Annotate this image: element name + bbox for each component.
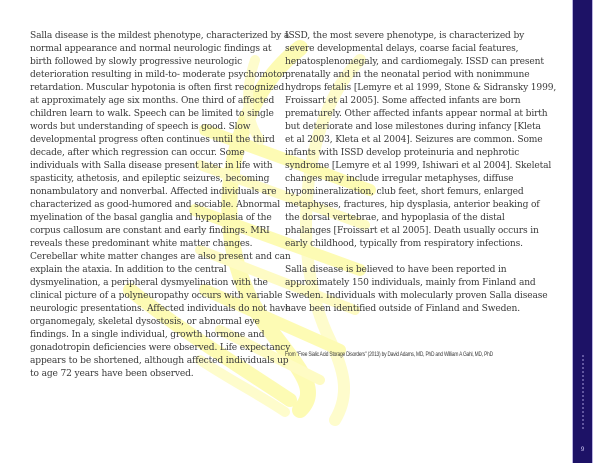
left-line: individuals with Salla disease present later in life with: [30, 161, 273, 171]
left-line: findings. In a single individual, growth hormone and: [30, 330, 265, 340]
right-line: infants with ISSD develop proteinuria and nephrotic: [285, 148, 520, 158]
right-line: but deteriorate and lose milestones during infancy [Kleta: [285, 122, 541, 132]
left-line: developmental progress often continues until the third: [30, 135, 275, 145]
left-line: organomegaly, skeletal dysostosis, or abnormal eye: [30, 317, 260, 327]
left-line: characterized as good-humored and sociable. Abnormal: [30, 200, 280, 210]
left-line: corpus callosum are constant and early findings. MRI: [30, 226, 270, 236]
left-line: retardation. Muscular hypotonia is often first recognized: [30, 83, 285, 93]
page-sidebar: [573, 0, 592, 463]
right-line: Froissart et al 2005]. Some affected infants are born: [285, 96, 521, 106]
right-line: Sweden. Individuals with molecularly proven Salla disease: [285, 291, 548, 301]
right-line: severe developmental delays, coarse facial features,: [285, 44, 519, 54]
right-line: approximately 150 individuals, mainly from Finland and: [285, 278, 536, 288]
left-line: Cerebellar white matter changes are also present and can: [30, 252, 291, 262]
right-line: phalanges [Froissart et al 2005]. Death usually occurs in: [285, 226, 539, 236]
left-line: explain the ataxia. In addition to the central: [30, 265, 227, 275]
salla-prevalence-paragraph: [285, 264, 548, 316]
left-line: Salla disease is the mildest phenotype, characterized by a: [30, 31, 290, 41]
left-line: normal appearance and normal neurologic findings at: [30, 44, 272, 54]
right-column: [285, 30, 557, 316]
left-line: children learn to walk. Speech can be limited to single: [30, 109, 274, 119]
right-line: hypomineralization, club feet, short femurs, enlarged: [285, 187, 524, 197]
left-line: words but understanding of speech is good. Slow: [30, 122, 251, 132]
left-line: at approximately age six months. One third of affected: [30, 96, 275, 106]
right-line: changes may include irregular metaphyses, diffuse: [285, 174, 514, 184]
left-line: decade, after which regression can occur. Some: [30, 148, 245, 158]
left-line: myelination of the basal ganglia and hypoplasia of the: [30, 213, 272, 223]
right-line: have been identified outside of Finland and Sweden.: [285, 304, 520, 314]
right-line: hepatosplenomegaly, and cardiomegaly. ISSD can present: [285, 57, 544, 67]
right-line: prematurely. Other affected infants appear normal at birth: [285, 109, 548, 119]
right-line: prenatally and in the neonatal period with nonimmune: [285, 70, 530, 80]
left-line: dysmyelination, a peripheral dysmyelination with the: [30, 278, 268, 288]
right-line: early childhood, typically from respiratory infections.: [285, 239, 523, 249]
left-line: deterioration resulting in mild-to- moderate psychomotor: [30, 70, 287, 80]
left-line: gonadotropin deficiencies were observed. Life expectancy: [30, 343, 291, 353]
left-line: birth followed by slowly progressive neurologic: [30, 57, 243, 67]
left-line: to age 72 years have been observed.: [30, 369, 194, 379]
left-line: reveals these predominant white matter changes.: [30, 239, 253, 249]
left-line: neurologic presentations. Affected individuals do not have: [30, 304, 291, 314]
issd-paragraph: [285, 30, 557, 251]
right-line: the dorsal vertebrae, and hypoplasia of the distal: [285, 213, 505, 223]
right-line: syndrome [Lemyre et al 1999, Ishiwari et al 2004]. Skeletal: [285, 161, 552, 171]
left-line: clinical picture of a polyneuropathy occurs with variable: [30, 291, 283, 301]
sidebar-vertical-text: [582, 355, 584, 430]
paragraph-spacer: [285, 251, 535, 264]
left-line: spasticity, athetosis, and epileptic seizures, becoming: [30, 174, 270, 184]
source-citation: From "Free Sialic Acid Storage Disorders" (2013) by David Adams, MD, PhD and William A Gahl, MD, PhD: [285, 351, 493, 358]
right-line: Salla disease is believed to have been reported in: [285, 265, 507, 275]
page-number: 9: [580, 446, 585, 453]
right-line: metaphyses, fractures, hip dysplasia, anterior beaking of: [285, 200, 540, 210]
right-line: hydrops fetalis [Lemyre et al 1999, Stone & Sidransky 1999,: [285, 83, 557, 93]
right-line: ISSD, the most severe phenotype, is characterized by: [285, 31, 525, 41]
left-column: [30, 30, 291, 381]
right-line: et al 2003, Kleta et al 2004]. Seizures are common. Some: [285, 135, 543, 145]
left-line: nonambulatory and nonverbal. Affected individuals are: [30, 187, 277, 197]
left-line: appears to be shortened, although affected individuals up: [30, 356, 289, 366]
